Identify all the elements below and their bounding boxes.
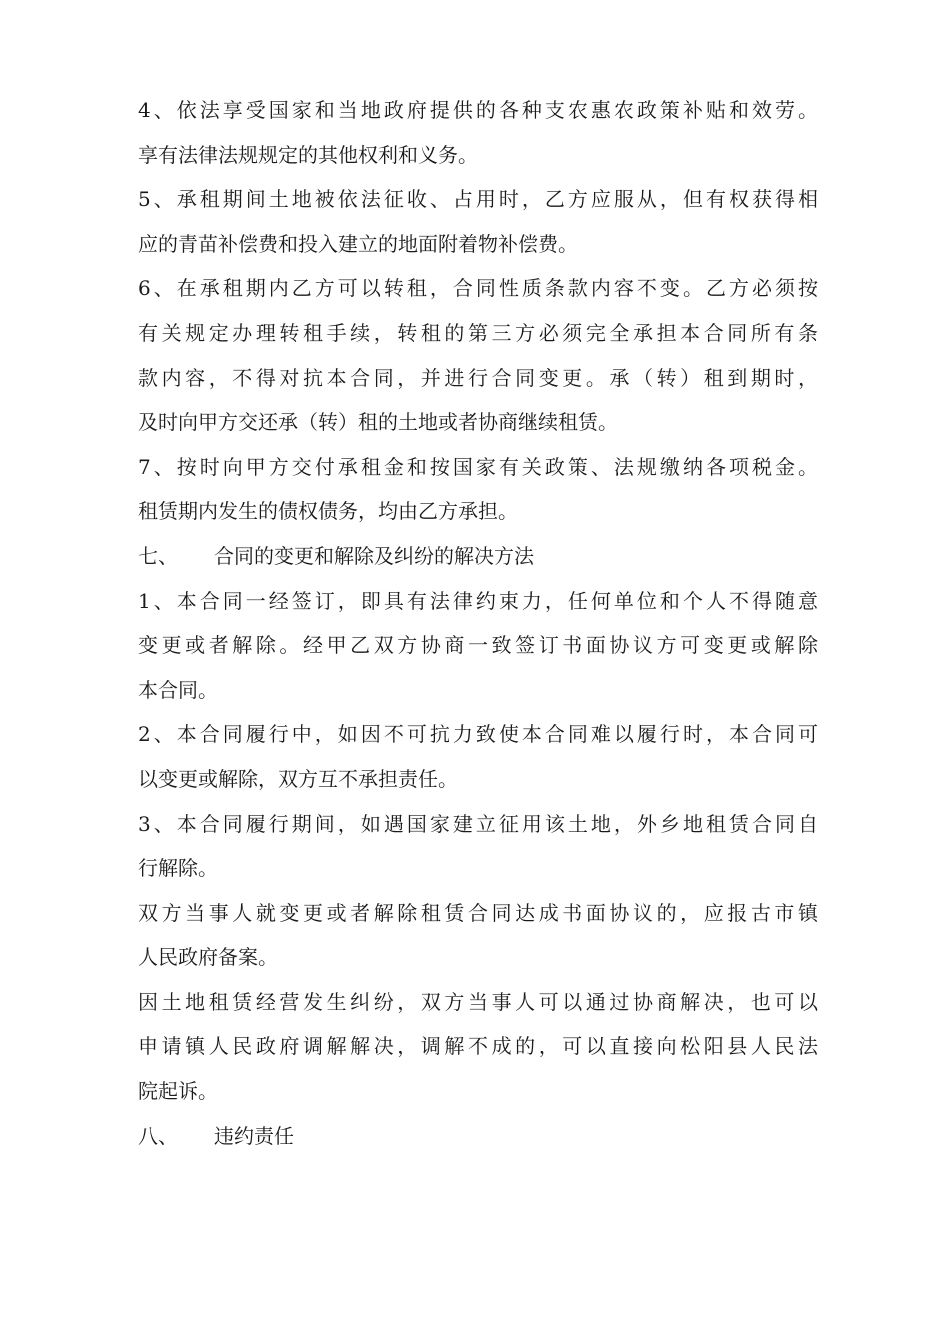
- section-7-item-1: [138, 579, 818, 713]
- text-line: 2、本合同履行中，如因不可抗力致使本合同难以履行时，本合同可: [138, 722, 818, 747]
- section-7-heading: [138, 534, 818, 579]
- text-line: 人民政府备案。: [138, 945, 278, 970]
- section-title: 合同的变更和解除及纠纷的解决方法: [214, 543, 534, 568]
- section-7-item-5: [138, 980, 818, 1114]
- text-line: 及时向甲方交还承（转）租的土地或者协商继续租赁。: [138, 410, 618, 435]
- clause-7: [138, 445, 818, 534]
- text-line: 申请镇人民政府调解解决，调解不成的，可以直接向松阳县人民法: [138, 1034, 818, 1059]
- text-line: 因土地租赁经营发生纠纷，双方当事人可以通过协商解决，也可以: [138, 989, 818, 1014]
- text-line: 本合同。: [138, 677, 218, 702]
- text-line: 院起诉。: [138, 1079, 218, 1104]
- text-line: 应的青苗补偿费和投入建立的地面附着物补偿费。: [138, 231, 578, 256]
- text-line: 5、承租期间土地被依法征收、占用时，乙方应服从，但有权获得相: [138, 187, 818, 212]
- text-line: 4、依法享受国家和当地政府提供的各种支农惠农政策补贴和效劳。: [138, 98, 818, 122]
- text-line: 行解除。: [138, 856, 218, 881]
- section-title: 违约责任: [214, 1123, 294, 1148]
- section-7-item-2: [138, 712, 818, 801]
- section-7-item-4: [138, 891, 818, 980]
- text-line: 1、本合同一经签订，即具有法律约束力，任何单位和个人不得随意: [138, 588, 818, 613]
- section-number: 七、: [138, 543, 178, 568]
- text-line: 租赁期内发生的债权债务，均由乙方承担。: [138, 499, 518, 524]
- text-line: 双方当事人就变更或者解除租赁合同达成书面协议的，应报古市镇: [138, 900, 818, 925]
- text-line: 享有法律法规规定的其他权利和义务。: [138, 142, 478, 167]
- text-line: 7、按时向甲方交付承租金和按国家有关政策、法规缴纳各项税金。: [138, 454, 818, 479]
- clause-5: [138, 177, 818, 266]
- text-line: 有关规定办理转租手续，转租的第三方必须完全承担本合同所有条: [138, 320, 818, 345]
- section-7-item-3: [138, 802, 818, 891]
- text-line: 6、在承租期内乙方可以转租，合同性质条款内容不变。乙方必须按: [138, 276, 818, 301]
- section-number: 八、: [138, 1123, 178, 1148]
- text-line: 以变更或解除，双方互不承担责任。: [138, 766, 458, 791]
- text-line: 变更或者解除。经甲乙双方协商一致签订书面协议方可变更或解除: [138, 633, 818, 658]
- clause-4: [138, 88, 818, 177]
- section-8-heading: [138, 1114, 818, 1159]
- text-line: 3、本合同履行期间，如遇国家建立征用该土地，外乡地租赁合同自: [138, 811, 818, 836]
- text-line: 款内容，不得对抗本合同，并进行合同变更。承（转）租到期时，: [138, 365, 818, 390]
- contract-text: [138, 88, 818, 1158]
- clause-6: [138, 266, 818, 444]
